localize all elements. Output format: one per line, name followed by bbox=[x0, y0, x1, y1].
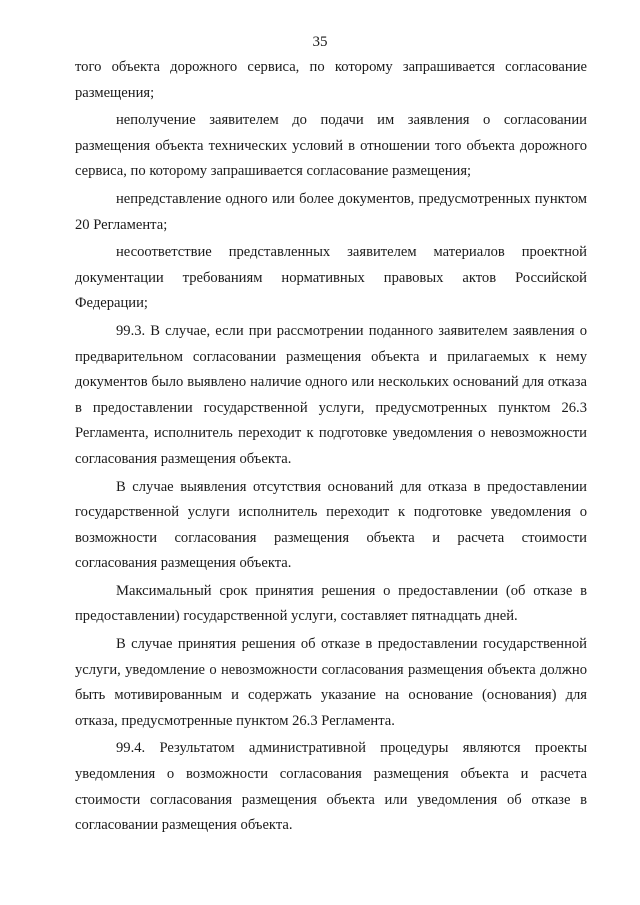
paragraph-missing-documents: непредставление одного или более документов, предусмотренных пунктом 20 Регламента; bbox=[75, 190, 587, 233]
page-number: 35 bbox=[312, 34, 328, 50]
paragraph-road-service-continuation: того объекта дорожного сервиса, по которому запрашивается согласование размещения; bbox=[75, 59, 587, 101]
paragraph-noncompliance: несоответствие представленных заявителем материалов проектной документации требованиям нормативных правовых актов Российской Федерации; bbox=[75, 244, 587, 312]
paragraph-no-grounds-for-refusal: В случае выявления отсутствия оснований для отказа в предоставлении государственной услуги исполнитель переходит к подготовке уведомления о возможности согласования размещения объекта и расчета стоимости согласования размещения объекта. bbox=[75, 478, 587, 572]
paragraph-section-99-4: 99.4. Результатом административной процедуры являются проекты уведомления о возможности согласования размещения объекта и расчета стоимости согласования размещения объекта или уведомления об отказе в согласовании размещения объекта. bbox=[75, 740, 587, 834]
document-body bbox=[75, 55, 587, 839]
paragraph-section-99-3: 99.3. В случае, если при рассмотрении поданного заявителем заявления о предварительном согласовании размещения объекта и прилагаемых к нему документов было выявлено наличие одного или нескольких оснований для отказа в предоставлении государственной услуги, предусмотренных пунктом 26.3 Регламента, исполнитель переходит к подготовке уведомления о невозможности согласования размещения объекта. bbox=[75, 322, 587, 467]
paragraph-refusal-notice: В случае принятия решения об отказе в предоставлении государственной услуги, уведомление о невозможности согласования размещения объекта должно быть мотивированным и содержать указание на основание (основания) для отказа, предусмотренные пунктом 26.3 Регламента. bbox=[75, 636, 587, 729]
paragraph-technical-conditions: неполучение заявителем до подачи им заявления о согласовании размещения объекта технических условий в отношении того объекта дорожного сервиса, по которому запрашивается согласование размещения; bbox=[75, 112, 587, 180]
paragraph-maximum-term: Максимальный срок принятия решения о предоставлении (об отказе в предоставлении) государственной услуги, составляет пятнадцать дней. bbox=[75, 582, 587, 625]
